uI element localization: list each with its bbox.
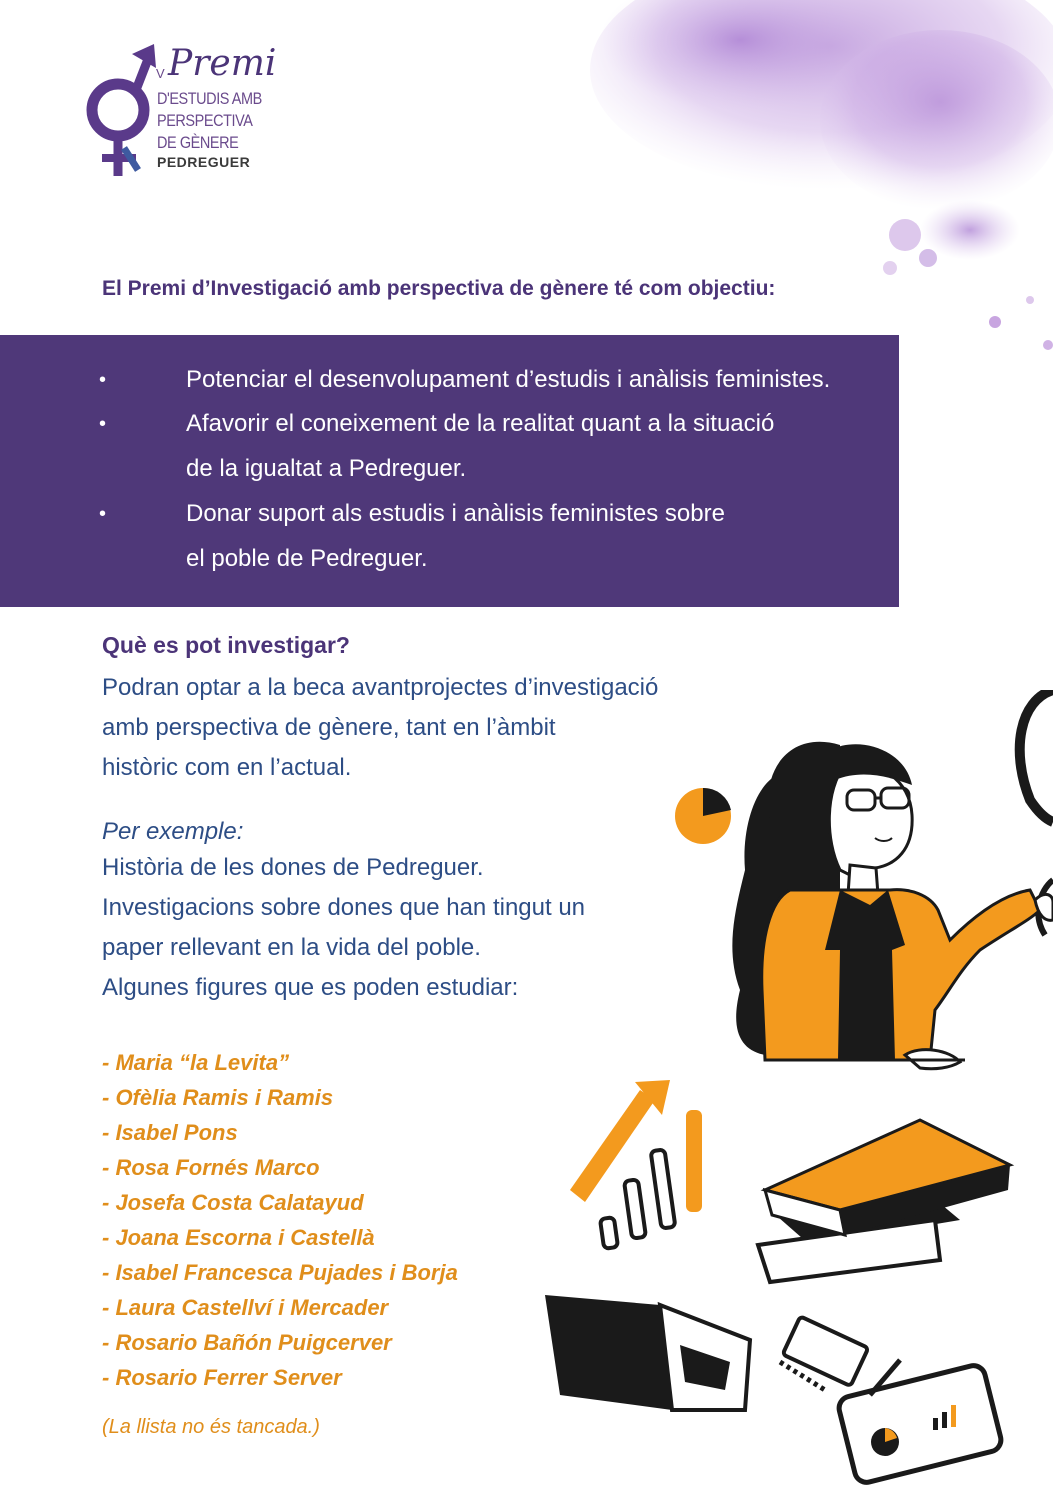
- books-icon: [758, 1120, 1010, 1282]
- objective-text: Afavorir el coneixement de la realitat quant a la situació de la igualtat a Pedreguer.: [186, 410, 775, 482]
- figure-item: - Rosario Bañón Puigcerver: [102, 1330, 392, 1355]
- research-title: Què es pot investigar?: [102, 632, 350, 658]
- bullet: •: [99, 413, 107, 435]
- figures-list: [102, 1045, 458, 1395]
- objectives-band: [0, 335, 899, 607]
- example-line: paper rellevant en la vida del poble.: [102, 934, 481, 961]
- example-line: Algunes figures que es poden estudiar:: [102, 974, 519, 1001]
- notebook-icon: [780, 1316, 868, 1390]
- logo-line: PERSPECTIVA: [157, 111, 253, 130]
- example-body: [102, 848, 585, 1008]
- tablet-icon: [837, 1360, 1004, 1485]
- logo-edition: V: [156, 66, 165, 81]
- list-note: (La llista no és tancada.): [102, 1416, 320, 1438]
- growth-chart-icon: [570, 1080, 702, 1249]
- example-line: Investigacions sobre dones que han tingut un: [102, 894, 586, 921]
- logo-line: DE GÈNERE: [157, 133, 239, 152]
- bullet: •: [99, 503, 107, 525]
- figure-item: - Ofèlia Ramis i Ramis: [102, 1085, 334, 1110]
- figure-item: - Rosa Fornés Marco: [102, 1155, 320, 1180]
- award-logo: [80, 40, 300, 185]
- researcher-illustration: [540, 690, 1053, 1500]
- objective-text: Donar suport als estudis i anàlisis feministes sobre el poble de Pedreguer.: [186, 500, 725, 572]
- logo-title: Premi: [168, 43, 277, 84]
- logo-line: D'ESTUDIS AMB: [157, 89, 262, 108]
- gender-symbol-icon: [80, 40, 160, 185]
- figure-item: - Laura Castellví i Mercader: [102, 1295, 389, 1320]
- intro-heading: El Premi d’Investigació amb perspectiva de gènere té com objectiu:: [102, 277, 776, 300]
- body-line: històric com en l’actual.: [102, 754, 352, 781]
- watercolor-splash: [560, 0, 1053, 360]
- logo-town: PEDREGUER: [157, 154, 251, 170]
- figure-item: - Joana Escorna i Castellà: [102, 1225, 375, 1250]
- body-line: amb perspectiva de gènere, tant en l’àmbit: [102, 714, 556, 741]
- pie-chart-icon: [675, 788, 731, 844]
- example-line: Història de les dones de Pedreguer.: [102, 854, 484, 881]
- figure-item: - Rosario Ferrer Server: [102, 1365, 342, 1390]
- figure-item: - Maria “la Levita”: [102, 1050, 290, 1075]
- objective-text: Potenciar el desenvolupament d’estudis i anàlisis feministes.: [186, 366, 831, 393]
- example-label: Per exemple:: [102, 818, 244, 845]
- bullet: •: [99, 369, 107, 391]
- woman-figure: [732, 742, 1053, 1069]
- laptop-icon: [545, 1295, 750, 1410]
- figure-item: - Isabel Francesca Pujades i Borja: [102, 1260, 458, 1285]
- figure-item: - Josefa Costa Calatayud: [102, 1190, 364, 1215]
- body-line: Podran optar a la beca avantprojectes d’investigació: [102, 674, 659, 701]
- figure-item: - Isabel Pons: [102, 1120, 238, 1145]
